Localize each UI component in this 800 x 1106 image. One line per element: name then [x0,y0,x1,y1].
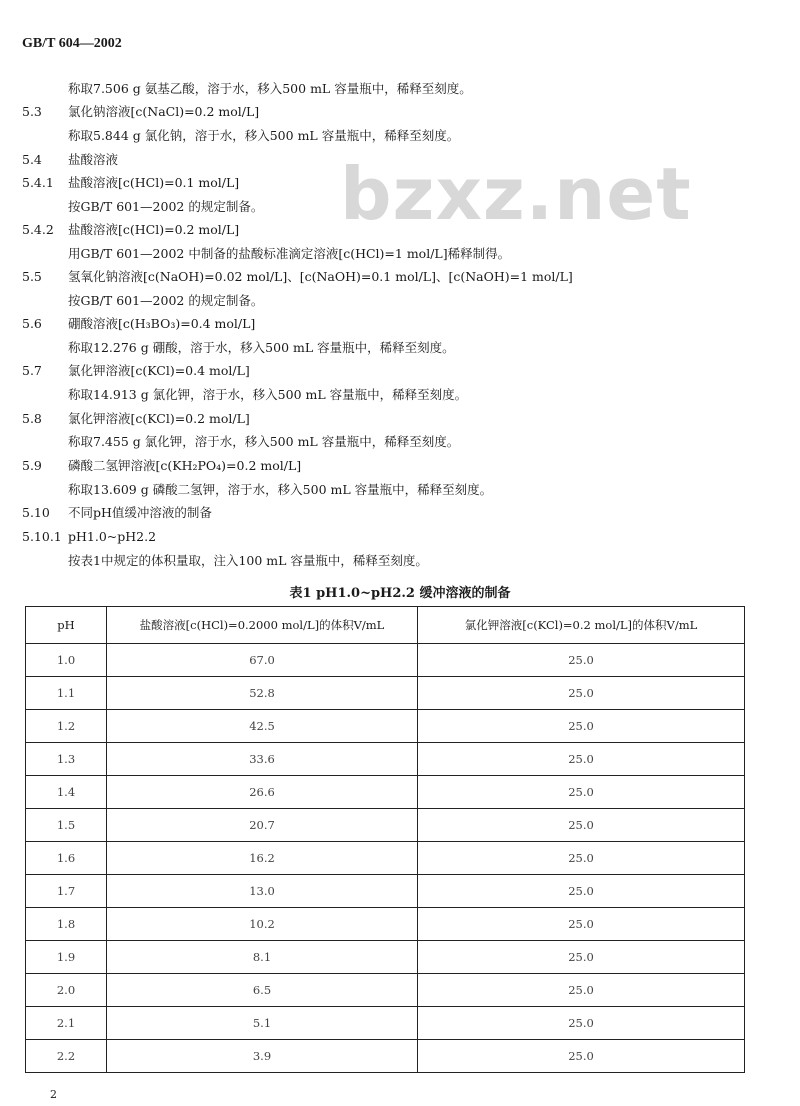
line-text: 称取12.276 g 硼酸，溶于水，移入500 mL 容量瓶中，稀释至刻度。 [68,340,455,355]
kcl-volume: 25.0 [418,974,745,1007]
line-text: 盐酸溶液[c(HCl)=0.2 mol/L] [68,222,240,237]
paragraph-line [68,127,459,145]
watermark: bzxz.net [340,152,692,236]
section-heading [22,268,573,286]
line-text: 称取14.913 g 氯化钾，溶于水，移入500 mL 容量瓶中，稀释至刻度。 [68,387,468,402]
header-kcl-volume: 氯化钾溶液[c(KCl)=0.2 mol/L]的体积V/mL [418,607,745,644]
section-number: 5.3 [22,104,42,119]
ph-value: 1.0 [26,644,107,677]
header-ph: pH [26,607,107,644]
kcl-volume: 25.0 [418,875,745,908]
hcl-volume: 20.7 [107,809,418,842]
line-text: 称取7.506 g 氨基乙酸，溶于水，移入500 mL 容量瓶中，稀释至刻度。 [68,81,472,96]
kcl-volume: 25.0 [418,809,745,842]
table-row [26,677,745,710]
kcl-volume: 25.0 [418,677,745,710]
table-row [26,974,745,1007]
kcl-volume: 25.0 [418,908,745,941]
hcl-volume: 16.2 [107,842,418,875]
page-number: 2 [50,1088,57,1101]
table-row [26,776,745,809]
line-text: 磷酸二氢钾溶液[c(KH₂PO₄)=0.2 mol/L] [68,458,302,473]
ph-value: 1.7 [26,875,107,908]
hcl-volume: 8.1 [107,941,418,974]
ph-value: 2.1 [26,1007,107,1040]
table-row [26,710,745,743]
kcl-volume: 25.0 [418,743,745,776]
line-text: 不同pH值缓冲溶液的制备 [68,505,212,520]
line-text: 称取7.455 g 氯化钾，溶于水，移入500 mL 容量瓶中，稀释至刻度。 [68,434,460,449]
paragraph-line [68,80,472,98]
kcl-volume: 25.0 [418,1040,745,1073]
line-text: 氯化钠溶液[c(NaCl)=0.2 mol/L] [68,104,260,119]
paragraph-line [68,339,455,357]
table-row [26,875,745,908]
section-number: 5.10.1 [22,529,62,544]
ph-value: 2.0 [26,974,107,1007]
section-heading [22,457,301,475]
paragraph-line [68,433,459,451]
hcl-volume: 33.6 [107,743,418,776]
hcl-volume: 52.8 [107,677,418,710]
kcl-volume: 25.0 [418,941,745,974]
section-number: 5.6 [22,316,42,331]
table-row [26,1007,745,1040]
section-number: 5.9 [22,458,42,473]
line-text: 氢氧化钠溶液[c(NaOH)=0.02 mol/L]、[c(NaOH)=0.1 mol/L]、[c(NaOH)=1 mol/L] [68,269,573,284]
line-text: pH1.0~pH2.2 [68,529,157,544]
section-number: 5.7 [22,363,42,378]
hcl-volume: 42.5 [107,710,418,743]
paragraph-line [68,198,263,216]
ph-value: 1.9 [26,941,107,974]
line-text: 按GB/T 601—2002 的规定制备。 [68,293,264,308]
kcl-volume: 25.0 [418,644,745,677]
table-row [26,941,745,974]
ph-value: 1.3 [26,743,107,776]
section-heading [22,504,212,522]
kcl-volume: 25.0 [418,710,745,743]
line-text: 用GB/T 601—2002 中制备的盐酸标准滴定溶液[c(HCl)=1 mol/L]稀释制得。 [68,246,511,261]
line-text: 称取5.844 g 氯化钠，溶于水，移入500 mL 容量瓶中，稀释至刻度。 [68,128,460,143]
paragraph-line [68,552,428,570]
ph-value: 1.2 [26,710,107,743]
section-number: 5.4.2 [22,222,54,237]
kcl-volume: 25.0 [418,776,745,809]
line-text: 按GB/T 601—2002 的规定制备。 [68,199,264,214]
table-row [26,842,745,875]
paragraph-line [68,292,263,310]
section-number: 5.5 [22,269,42,284]
ph-value: 1.8 [26,908,107,941]
section-number: 5.4.1 [22,175,54,190]
paragraph-line [68,386,467,404]
ph-value: 2.2 [26,1040,107,1073]
hcl-volume: 6.5 [107,974,418,1007]
section-heading [22,362,250,380]
line-text: 盐酸溶液[c(HCl)=0.1 mol/L] [68,175,240,190]
paragraph-line [68,245,510,263]
section-number: 5.8 [22,411,42,426]
section-heading [22,528,156,546]
section-heading [22,315,255,333]
paragraph-line [68,481,492,499]
section-heading [22,410,250,428]
section-heading [22,151,118,169]
table-row [26,809,745,842]
kcl-volume: 25.0 [418,842,745,875]
ph-value: 1.6 [26,842,107,875]
buffer-table [25,606,745,1073]
table-row [26,743,745,776]
hcl-volume: 3.9 [107,1040,418,1073]
line-text: 称取13.609 g 磷酸二氢钾，溶于水，移入500 mL 容量瓶中，稀释至刻度。 [68,482,493,497]
section-heading [22,221,239,239]
hcl-volume: 5.1 [107,1007,418,1040]
table-row [26,908,745,941]
section-heading [22,174,239,192]
hcl-volume: 67.0 [107,644,418,677]
section-number: 5.4 [22,152,42,167]
table-header-row [26,607,745,644]
table-title: 表1 pH1.0~pH2.2 缓冲溶液的制备 [289,586,511,601]
line-text: 按表1中规定的体积量取，注入100 mL 容量瓶中，稀释至刻度。 [68,553,428,568]
line-text: 氯化钾溶液[c(KCl)=0.4 mol/L] [68,363,250,378]
ph-value: 1.4 [26,776,107,809]
header-hcl-volume: 盐酸溶液[c(HCl)=0.2000 mol/L]的体积V/mL [107,607,418,644]
line-text: 氯化钾溶液[c(KCl)=0.2 mol/L] [68,411,250,426]
hcl-volume: 10.2 [107,908,418,941]
table-row [26,1040,745,1073]
document-header: GB/T 604—2002 [22,36,122,51]
hcl-volume: 13.0 [107,875,418,908]
kcl-volume: 25.0 [418,1007,745,1040]
line-text: 盐酸溶液 [68,152,119,167]
ph-value: 1.5 [26,809,107,842]
ph-value: 1.1 [26,677,107,710]
section-heading [22,103,259,121]
line-text: 硼酸溶液[c(H₃BO₃)=0.4 mol/L] [68,316,256,331]
table-row [26,644,745,677]
section-number: 5.10 [22,505,50,520]
hcl-volume: 26.6 [107,776,418,809]
